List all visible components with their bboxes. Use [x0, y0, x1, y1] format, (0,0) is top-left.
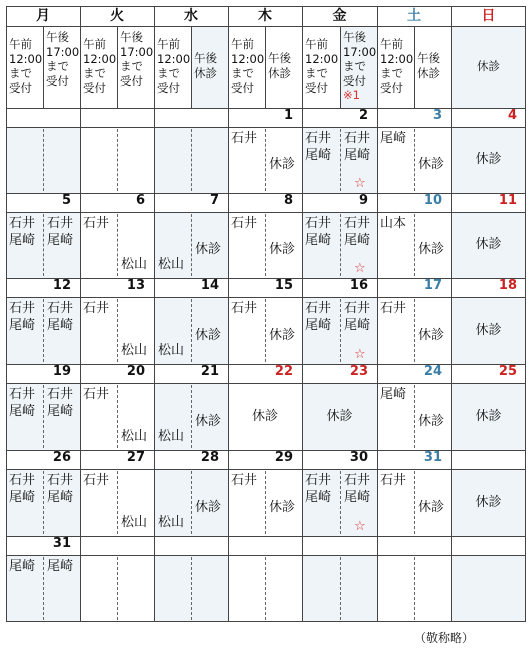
afternoon-doctor [265, 469, 302, 536]
hours-divider [340, 26, 341, 108]
morning-doctor [6, 127, 43, 193]
hours-morning: 午前 12:00 まで 受付 [83, 37, 117, 95]
half-day-divider [191, 214, 192, 276]
day-number [154, 536, 228, 555]
half-day-divider [117, 129, 118, 191]
half-day-divider [191, 471, 192, 534]
row-line [6, 450, 526, 451]
half-day-divider [43, 471, 44, 534]
afternoon-doctor [43, 127, 80, 193]
afternoon-doctor-text: 休診 [195, 414, 222, 429]
afternoon-doctor [117, 127, 154, 193]
afternoon-doctor-text: 尾崎 [47, 559, 74, 574]
row-line [6, 278, 526, 279]
afternoon-doctor-text: 松山 [121, 257, 148, 272]
morning-doctor: 石井 尾崎 [6, 383, 43, 450]
honorifics-note: （敬称略） [414, 631, 475, 645]
afternoon-doctor [191, 297, 228, 364]
day-number: 31 [52, 536, 71, 551]
afternoon-doctor [414, 555, 451, 622]
morning-doctor [154, 127, 191, 193]
row-line [6, 193, 526, 194]
row-line [6, 6, 526, 7]
morning-doctor: 石井 [83, 473, 110, 488]
day-number: 7 [209, 193, 219, 208]
day-number: 22 [274, 364, 293, 379]
morning-doctor: 石井 [380, 473, 407, 488]
row-line [6, 127, 526, 128]
half-day-divider [340, 214, 341, 276]
day-number: 14 [200, 278, 219, 293]
column-line [451, 6, 452, 622]
day-number: 6 [135, 193, 145, 208]
day-number: 18 [498, 278, 517, 293]
star-mark: ☆ [354, 176, 366, 191]
day-number: 13 [126, 278, 145, 293]
day-number: 23 [349, 364, 368, 379]
afternoon-doctor-text: 松山 [121, 429, 148, 444]
day-closed: 休診 [451, 469, 526, 536]
day-number: 26 [52, 450, 71, 465]
clinic-calendar [6, 6, 526, 629]
column-line [228, 6, 229, 622]
half-day-divider [191, 299, 192, 362]
half-day-divider [340, 299, 341, 362]
day-number [451, 536, 526, 555]
afternoon-doctor-text: 休診 [195, 328, 222, 343]
morning-doctor: 石井 尾崎 [302, 212, 340, 278]
morning-doctor: 石井 尾崎 [6, 212, 43, 278]
morning-doctor: 松山 [154, 383, 191, 450]
afternoon-doctor [117, 383, 154, 450]
row-line [6, 297, 526, 298]
weekday-header: 土 [407, 8, 421, 24]
hours-morning: 午前 12:00 まで 受付 [305, 37, 339, 95]
hours-afternoon-text: 午後 休診 [268, 51, 291, 80]
morning-doctor [302, 555, 340, 622]
afternoon-doctor-text: 石井 尾崎 [47, 387, 74, 419]
half-day-divider [191, 557, 192, 620]
morning-doctor: 石井 [83, 301, 110, 316]
afternoon-doctor-text: 休診 [195, 242, 222, 257]
afternoon-doctor-text: 石井 尾崎 [47, 301, 74, 333]
day-number: 12 [52, 278, 71, 293]
hours-morning: 午前 12:00 まで 受付 [157, 37, 191, 95]
afternoon-doctor [340, 555, 377, 622]
day-number: 24 [423, 364, 442, 379]
afternoon-doctor-text: 休診 [269, 500, 296, 515]
star-mark: ☆ [354, 347, 366, 362]
hours-afternoon-text: 午後 休診 [417, 51, 440, 80]
day-number [80, 536, 154, 555]
morning-doctor: 石井 尾崎 [302, 127, 340, 193]
half-day-divider [414, 385, 415, 448]
afternoon-doctor [265, 127, 302, 193]
afternoon-doctor [117, 297, 154, 364]
row-line [6, 212, 526, 213]
afternoon-doctor [117, 212, 154, 278]
day-closed [451, 555, 526, 622]
day-number [80, 108, 154, 127]
row-line [6, 383, 526, 384]
afternoon-doctor [265, 555, 302, 622]
afternoon-doctor-text: 石井 尾崎 [344, 301, 371, 333]
morning-doctor: 石井 [380, 301, 407, 316]
half-day-divider [414, 299, 415, 362]
afternoon-doctor-text: 休診 [418, 157, 445, 172]
morning-doctor: 松山 [154, 297, 191, 364]
morning-doctor: 松山 [154, 469, 191, 536]
weekday-header: 火 [110, 8, 124, 24]
afternoon-doctor [414, 469, 451, 536]
half-day-divider [43, 214, 44, 276]
hours-divider [265, 26, 266, 108]
half-day-divider [117, 299, 118, 362]
hours-divider [191, 26, 192, 108]
hours-afternoon-text: 午後 17:00 まで 受付 [343, 30, 377, 88]
half-day-divider [117, 557, 118, 620]
half-day-divider [265, 557, 266, 620]
day-number: 17 [423, 278, 442, 293]
morning-doctor: 松山 [154, 212, 191, 278]
afternoon-doctor-text: 休診 [418, 328, 445, 343]
hours-note-mark: ※1 [343, 88, 360, 102]
column-line [302, 6, 303, 622]
hours-afternoon-text: 午後 17:00 まで 受付 [46, 30, 80, 88]
day-number: 8 [283, 193, 293, 208]
afternoon-doctor [265, 297, 302, 364]
half-day-divider [117, 385, 118, 448]
afternoon-doctor-text: 石井 尾崎 [344, 216, 371, 248]
day-number: 2 [358, 108, 368, 123]
weekday-header: 月 [36, 8, 50, 24]
afternoon-doctor-text: 石井 尾崎 [47, 473, 74, 505]
day-closed: 休診 [451, 127, 526, 193]
afternoon-doctor-text: 石井 尾崎 [344, 473, 371, 505]
half-day-divider [43, 385, 44, 448]
star-mark: ☆ [354, 519, 366, 534]
half-day-divider [414, 214, 415, 276]
day-number: 15 [274, 278, 293, 293]
day-number: 10 [423, 193, 442, 208]
day-number: 29 [274, 450, 293, 465]
afternoon-doctor-text: 石井 尾崎 [47, 216, 74, 248]
afternoon-doctor-text: 休診 [269, 242, 296, 257]
day-closed: 休診 [451, 297, 526, 364]
half-day-divider [43, 299, 44, 362]
hours-afternoon-text: 午後 17:00 まで 受付 [120, 30, 154, 88]
day-number: 16 [349, 278, 368, 293]
half-day-divider [265, 299, 266, 362]
afternoon-doctor [43, 469, 80, 536]
morning-doctor: 尾崎 [6, 555, 43, 622]
day-number [377, 536, 451, 555]
afternoon-doctor [117, 555, 154, 622]
day-closed: 休診 [251, 409, 278, 424]
row-line [6, 536, 526, 537]
hours-morning: 午前 12:00 まで 受付 [9, 37, 43, 95]
day-number: 31 [423, 450, 442, 465]
hours-afternoon [340, 26, 377, 108]
morning-doctor: 石井 [83, 387, 110, 402]
morning-doctor: 石井 [231, 301, 258, 316]
hours-divider [414, 26, 415, 108]
afternoon-doctor-text: 松山 [121, 343, 148, 358]
half-day-divider [265, 471, 266, 534]
half-day-divider [414, 471, 415, 534]
morning-doctor: 石井 尾崎 [6, 469, 43, 536]
half-day-divider [191, 129, 192, 191]
day-number: 25 [498, 364, 517, 379]
morning-doctor [80, 555, 117, 622]
day-number [228, 536, 302, 555]
morning-doctor: 石井 [231, 131, 258, 146]
day-number: 4 [507, 108, 517, 123]
hours-morning: 午前 12:00 まで 受付 [231, 37, 265, 95]
hours-divider [117, 26, 118, 108]
day-closed: 休診 [451, 212, 526, 278]
column-line [154, 6, 155, 622]
day-number: 28 [200, 450, 219, 465]
morning-doctor [154, 555, 191, 622]
hours-afternoon [117, 26, 154, 108]
weekday-header: 日 [481, 8, 496, 24]
half-day-divider [117, 214, 118, 276]
hours-afternoon [191, 26, 228, 108]
morning-doctor [80, 127, 117, 193]
day-number: 9 [358, 193, 368, 208]
afternoon-doctor-text: 休診 [418, 414, 445, 429]
morning-doctor: 石井 [83, 216, 110, 231]
half-day-divider [340, 471, 341, 534]
day-number: 27 [126, 450, 145, 465]
afternoon-doctor-text: 休診 [418, 500, 445, 515]
day-number: 19 [52, 364, 71, 379]
hours-afternoon [414, 26, 451, 108]
half-day-divider [117, 471, 118, 534]
afternoon-doctor-text: 石井 尾崎 [344, 131, 371, 163]
hours-afternoon-text: 午後 休診 [194, 51, 217, 80]
day-number [6, 108, 80, 127]
afternoon-doctor [340, 297, 377, 364]
day-number: 5 [61, 193, 71, 208]
afternoon-doctor [414, 127, 451, 193]
afternoon-doctor [43, 555, 80, 622]
afternoon-doctor-text: 松山 [121, 515, 148, 530]
afternoon-doctor [43, 297, 80, 364]
day-number: 3 [432, 108, 442, 123]
afternoon-doctor-text: 休診 [269, 157, 296, 172]
row-line [6, 108, 526, 109]
afternoon-doctor [414, 212, 451, 278]
hours-afternoon [43, 26, 80, 108]
half-day-divider [414, 557, 415, 620]
column-line [525, 6, 526, 622]
half-day-divider [43, 557, 44, 620]
day-number: 1 [283, 108, 293, 123]
afternoon-doctor-text: 休診 [418, 242, 445, 257]
afternoon-doctor [43, 212, 80, 278]
weekday-header: 木 [258, 8, 272, 24]
morning-doctor [228, 555, 265, 622]
half-day-divider [414, 129, 415, 191]
morning-doctor: 石井 尾崎 [302, 469, 340, 536]
afternoon-doctor-text: 休診 [269, 328, 296, 343]
half-day-divider [43, 129, 44, 191]
morning-doctor: 尾崎 [380, 131, 407, 146]
morning-doctor: 山本 [380, 216, 407, 231]
afternoon-doctor [43, 383, 80, 450]
morning-doctor: 尾崎 [380, 387, 407, 402]
afternoon-doctor [191, 383, 228, 450]
afternoon-doctor [191, 212, 228, 278]
day-closed: 休診 [451, 383, 526, 450]
half-day-divider [340, 557, 341, 620]
day-number [154, 108, 228, 127]
day-number: 30 [349, 450, 368, 465]
afternoon-doctor [191, 469, 228, 536]
morning-doctor: 石井 尾崎 [302, 297, 340, 364]
morning-doctor: 石井 尾崎 [6, 297, 43, 364]
morning-doctor: 石井 [231, 473, 258, 488]
row-line [6, 26, 526, 27]
row-line [6, 364, 526, 365]
afternoon-doctor [340, 212, 377, 278]
afternoon-doctor [191, 555, 228, 622]
afternoon-doctor [340, 469, 377, 536]
day-closed: 休診 [302, 383, 377, 450]
column-line [6, 6, 7, 622]
afternoon-doctor [191, 127, 228, 193]
weekday-header: 金 [332, 8, 347, 24]
column-line [80, 6, 81, 622]
afternoon-doctor [265, 212, 302, 278]
afternoon-doctor [117, 469, 154, 536]
half-day-divider [265, 214, 266, 276]
hours-divider [43, 26, 44, 108]
day-number [302, 536, 377, 555]
row-line [6, 469, 526, 470]
day-number: 11 [498, 193, 517, 208]
day-number [451, 450, 526, 469]
afternoon-doctor-text: 休診 [195, 500, 222, 515]
hours-morning: 午前 12:00 まで 受付 [380, 37, 414, 95]
afternoon-doctor [340, 127, 377, 193]
hours-afternoon [265, 26, 302, 108]
morning-doctor [377, 555, 414, 622]
hours-closed: 休診 [451, 26, 526, 108]
weekday-header: 水 [184, 8, 198, 24]
afternoon-doctor [414, 383, 451, 450]
morning-doctor: 石井 [231, 216, 258, 231]
day-number: 20 [126, 364, 145, 379]
row-line [6, 621, 526, 622]
half-day-divider [191, 385, 192, 448]
column-line [377, 6, 378, 622]
half-day-divider [340, 129, 341, 191]
star-mark: ☆ [354, 261, 366, 276]
afternoon-doctor [414, 297, 451, 364]
day-number: 21 [200, 364, 219, 379]
half-day-divider [265, 129, 266, 191]
row-line [6, 555, 526, 556]
